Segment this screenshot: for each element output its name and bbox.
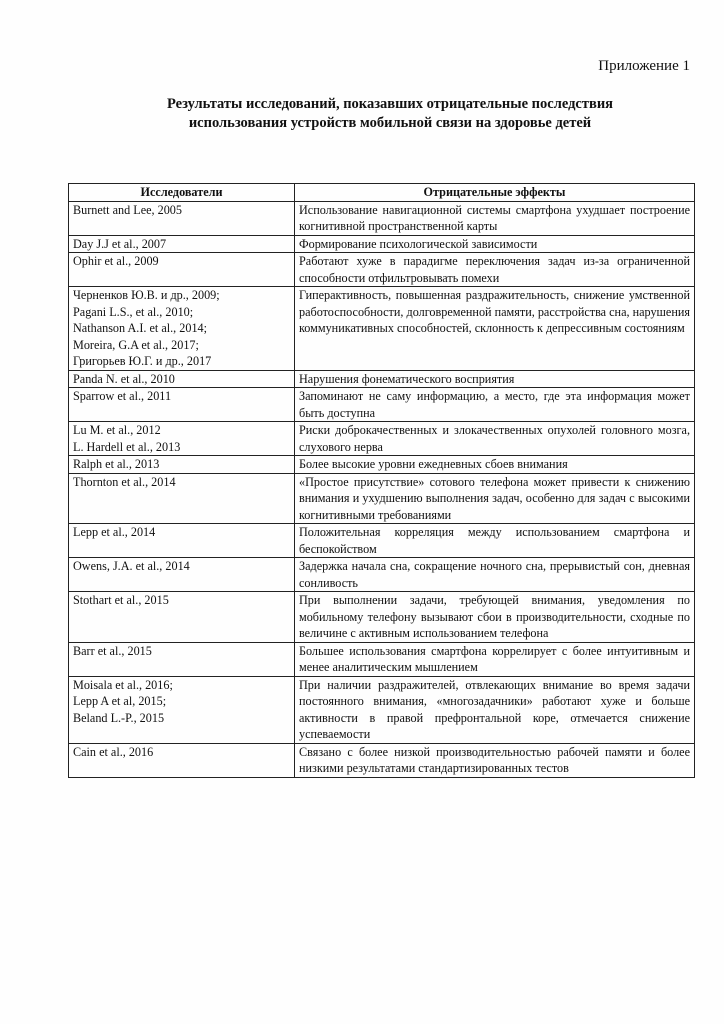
table-row [69, 370, 695, 388]
researcher-citation: Ralph et al., 2013 [73, 457, 160, 471]
table-row [69, 201, 695, 235]
researcher-citation: Barr et al., 2015 [73, 643, 152, 658]
negative-effect-cell: Большее использования смартфона коррелирует с более интуитивным и менее аналитическим мышлением [295, 642, 695, 676]
document-title-line-2: использования устройств мобильной связи на здоровье детей [188, 115, 592, 131]
researcher-citation: Григорьев Ю.Г. и др., 2017 [73, 354, 212, 368]
researcher-citation: Черненков Ю.В. и др., 2009; [73, 288, 220, 302]
researcher-citation: Ophir et al., 2009 [73, 254, 159, 268]
researcher-citation: Moreira, G.A et al., 2017; [73, 337, 199, 352]
researcher-citation: Lu M. et al., 2012 [73, 423, 161, 437]
researcher-citation: Lepp et al., 2014 [73, 525, 156, 539]
negative-effect-cell: Формирование психологической зависимости [295, 235, 695, 253]
negative-effect-cell: «Простое присутствие» сотового телефона может привести к снижению внимания и ухудшению выполнения задач, особенно для задач с высокими когнитивными требованиями [295, 473, 695, 524]
negative-effect-cell: Нарушения фонематического восприятия [295, 370, 695, 388]
researchers-cell [69, 642, 295, 676]
researcher-citation: L. Hardell et al., 2013 [73, 439, 181, 454]
document-title-line-1: Результаты исследований, показавших отрицательные последствия [166, 96, 614, 112]
table-row [69, 287, 695, 371]
negative-effect-cell: Гиперактивность, повышенная раздражительность, снижение умственной работоспособности, долговременной памяти, расстройства сна, нарушения коммуникативных способностей, склонность к депрессивным состояниям [295, 287, 695, 371]
negative-effect-cell: При наличии раздражителей, отвлекающих внимание во время задачи постоянного внимания, «многозадачники» работают хуже и больше активности в правой префронтальной коре, отмечается снижение успеваемости [295, 676, 695, 743]
negative-effect-cell: Связано с более низкой производительностью рабочей памяти и более низкими результатами стандартизированных тестов [295, 743, 695, 777]
table-row [69, 388, 695, 422]
researchers-cell [69, 253, 295, 287]
table-body [69, 201, 695, 777]
negative-effect-cell: Использование навигационной системы смартфона ухудшает построение когнитивной пространственной карты [295, 201, 695, 235]
negative-effect-cell: Риски доброкачественных и злокачественных опухолей головного мозга, слухового нерва [295, 422, 695, 456]
table-row [69, 558, 695, 592]
researcher-citation: Stothart et al., 2015 [73, 593, 169, 607]
researchers-cell [69, 524, 295, 558]
negative-effect-cell: Запоминают не саму информацию, а место, где эта информация может быть доступна [295, 388, 695, 422]
negative-effect-cell: При выполнении задачи, требующей внимания, уведомления по мобильному телефону вызывают сбои в производительности, сходные по величине с активным использованием телефона [295, 592, 695, 643]
negative-effect-cell: Задержка начала сна, сокращение ночного сна, прерывистый сон, дневная сонливость [295, 558, 695, 592]
table-header-row [69, 184, 695, 202]
table-row [69, 473, 695, 524]
document-title [60, 95, 720, 133]
researchers-cell [69, 201, 295, 235]
header-negative-effects: Отрицательные эффекты [295, 184, 695, 202]
table-row [69, 422, 695, 456]
researcher-citation: Thornton et al., 2014 [73, 474, 176, 489]
table-row [69, 642, 695, 676]
researchers-cell [69, 676, 295, 743]
researcher-citation: Burnett and Lee, 2005 [73, 202, 182, 217]
researcher-citation: Pagani L.S., et al., 2010; [73, 304, 194, 319]
table-row [69, 524, 695, 558]
researcher-citation: Beland L.-P., 2015 [73, 710, 165, 725]
table-row [69, 676, 695, 743]
negative-effect-cell: Более высокие уровни ежедневных сбоев внимания [295, 456, 695, 474]
results-table [68, 183, 695, 778]
table-row [69, 743, 695, 777]
researchers-cell [69, 422, 295, 456]
researchers-cell [69, 235, 295, 253]
researcher-citation: Nathanson A.I. et al., 2014; [73, 321, 208, 335]
researcher-citation: Cain et al., 2016 [73, 744, 154, 759]
researchers-cell [69, 743, 295, 777]
researcher-citation: Sparrow et al., 2011 [73, 389, 172, 403]
researchers-cell [69, 592, 295, 643]
researcher-citation: Day J.J et al., 2007 [73, 236, 167, 251]
appendix-label: Приложение 1 [598, 58, 690, 74]
researchers-cell [69, 370, 295, 388]
header-researchers: Исследователи [69, 184, 295, 202]
negative-effect-cell: Положительная корреляция между использованием смартфона и беспокойством [295, 524, 695, 558]
table-row [69, 253, 695, 287]
researchers-cell [69, 473, 295, 524]
table-row [69, 592, 695, 643]
researcher-citation: Panda N. et al., 2010 [73, 371, 175, 386]
table-row [69, 235, 695, 253]
researchers-cell [69, 558, 295, 592]
researchers-cell [69, 388, 295, 422]
researcher-citation: Lepp A et al, 2015; [73, 694, 167, 708]
table-row [69, 456, 695, 474]
negative-effect-cell: Работают хуже в парадигме переключения задач из-за ограниченной способности отфильтровывать помехи [295, 253, 695, 287]
researcher-citation: Moisala et al., 2016; [73, 677, 173, 692]
researcher-citation: Owens, J.A. et al., 2014 [73, 559, 190, 573]
researchers-cell [69, 456, 295, 474]
researchers-cell [69, 287, 295, 371]
